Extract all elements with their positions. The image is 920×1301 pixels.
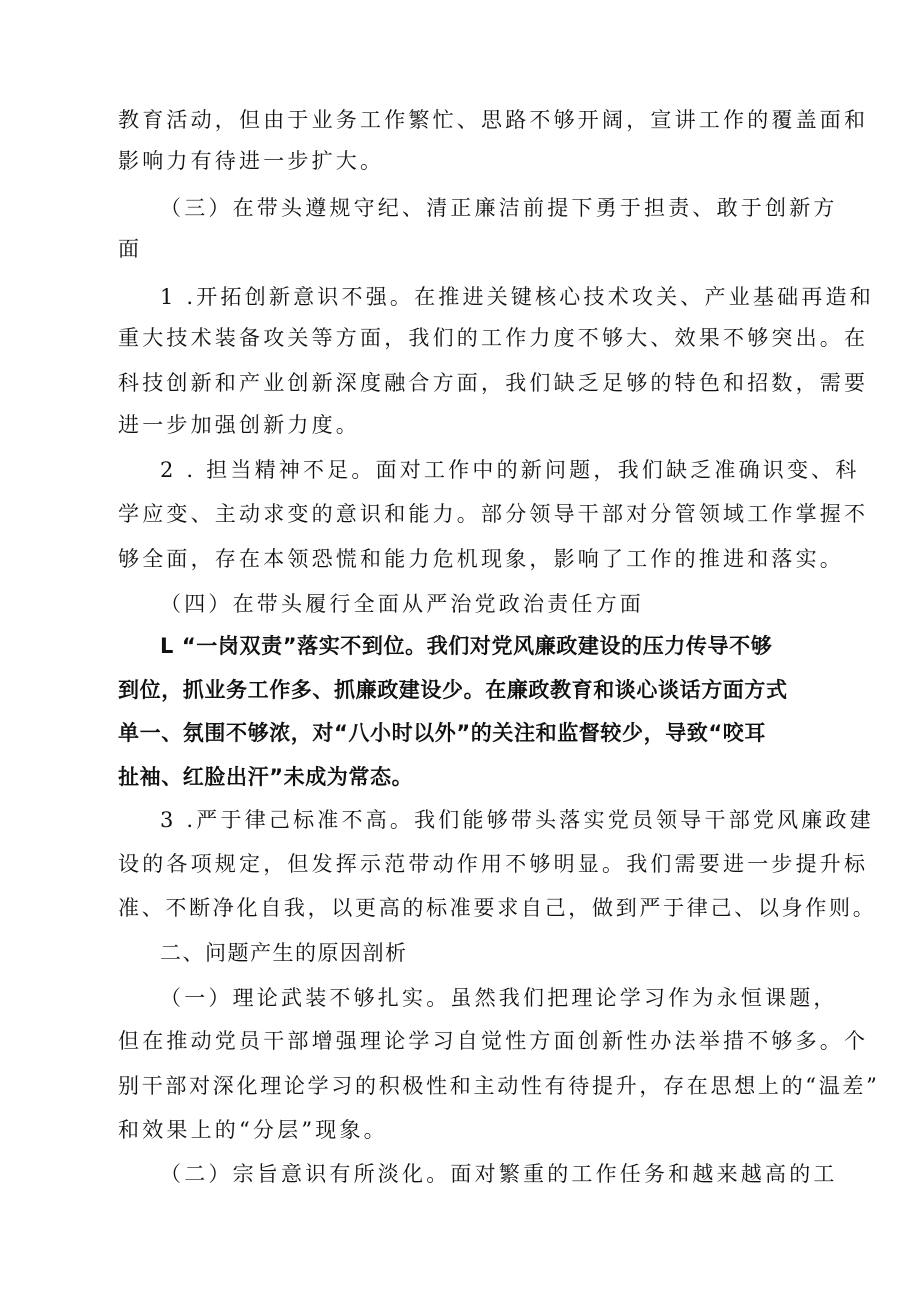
paragraph-line: 和效果上的“分层”现象。 [118, 1118, 388, 1142]
paragraph-line: 3 .严于律己标准不高。我们能够带头落实党员领导干部党风廉政建 [160, 808, 874, 832]
paragraph-line: 学应变、主动求变的意识和能力。部分领导干部对分管领域工作掌握不 [118, 502, 869, 526]
paragraph-line: 准、不断净化自我，以更高的标准要求自己，做到严于律己、以身作则。 [118, 896, 877, 920]
section-heading: （四）在带头履行全面从严治党政治责任方面 [160, 592, 644, 616]
paragraph-line: 设的各项规定，但发挥示范带动作用不够明显。我们需要进一步提升标 [118, 852, 869, 876]
paragraph-line: 到位，抓业务工作多、抓廉政建设少。在廉政教育和谈心谈话方面方式 [118, 678, 788, 702]
section-heading: 面 [118, 237, 143, 261]
paragraph-line: 够全面，存在本领恐慌和能力危机现象，影响了工作的推进和落实。 [118, 547, 844, 571]
section-heading: （三）在带头遵规守纪、清正廉洁前提下勇于担责、敢于创新方 [160, 196, 838, 220]
paragraph-line: （一）理论武装不够扎实。虽然我们把理论学习作为永恒课题， [160, 986, 838, 1010]
paragraph-line: L “一岗双责”落实不到位。我们对党风廉政建设的压力传导不够 [160, 634, 773, 658]
paragraph-line: 科技创新和产业创新深度融合方面，我们缺乏足够的特色和招数，需要 [118, 371, 869, 395]
paragraph-line: 重大技术装备攻关等方面，我们的工作力度不够大、效果不够突出。在 [118, 326, 869, 350]
paragraph-line: 影响力有待进一步扩大。 [118, 149, 385, 173]
paragraph-line: （二）宗旨意识有所淡化。面对繁重的工作任务和越来越高的工 [160, 1162, 838, 1186]
paragraph-line: 2 . 担当精神不足。面对工作中的新问题，我们缺乏准确识变、科 [160, 458, 860, 482]
chapter-heading: 二、问题产生的原因剖析 [160, 941, 408, 965]
paragraph-line: 但在推动党员干部增强理论学习自觉性方面创新性办法举措不够多。个 [118, 1029, 869, 1053]
paragraph-line: 教育活动，但由于业务工作繁忙、思路不够开阔，宣讲工作的覆盖面和 [118, 108, 869, 132]
paragraph-line: 别干部对深化理论学习的积极性和主动性有待提升，存在思想上的“温差” [118, 1074, 880, 1098]
paragraph-line: 进一步加强创新力度。 [118, 413, 360, 437]
paragraph-line: 单一、氛围不够浓，对“八小时以外”的关注和监督较少，导致“咬耳 [118, 721, 767, 745]
paragraph-line: 1 .开拓创新意识不强。在推进关键核心技术攻关、产业基础再造和 [160, 285, 874, 309]
paragraph-line: 扯袖、红脸出汗”未成为常态。 [118, 765, 414, 789]
